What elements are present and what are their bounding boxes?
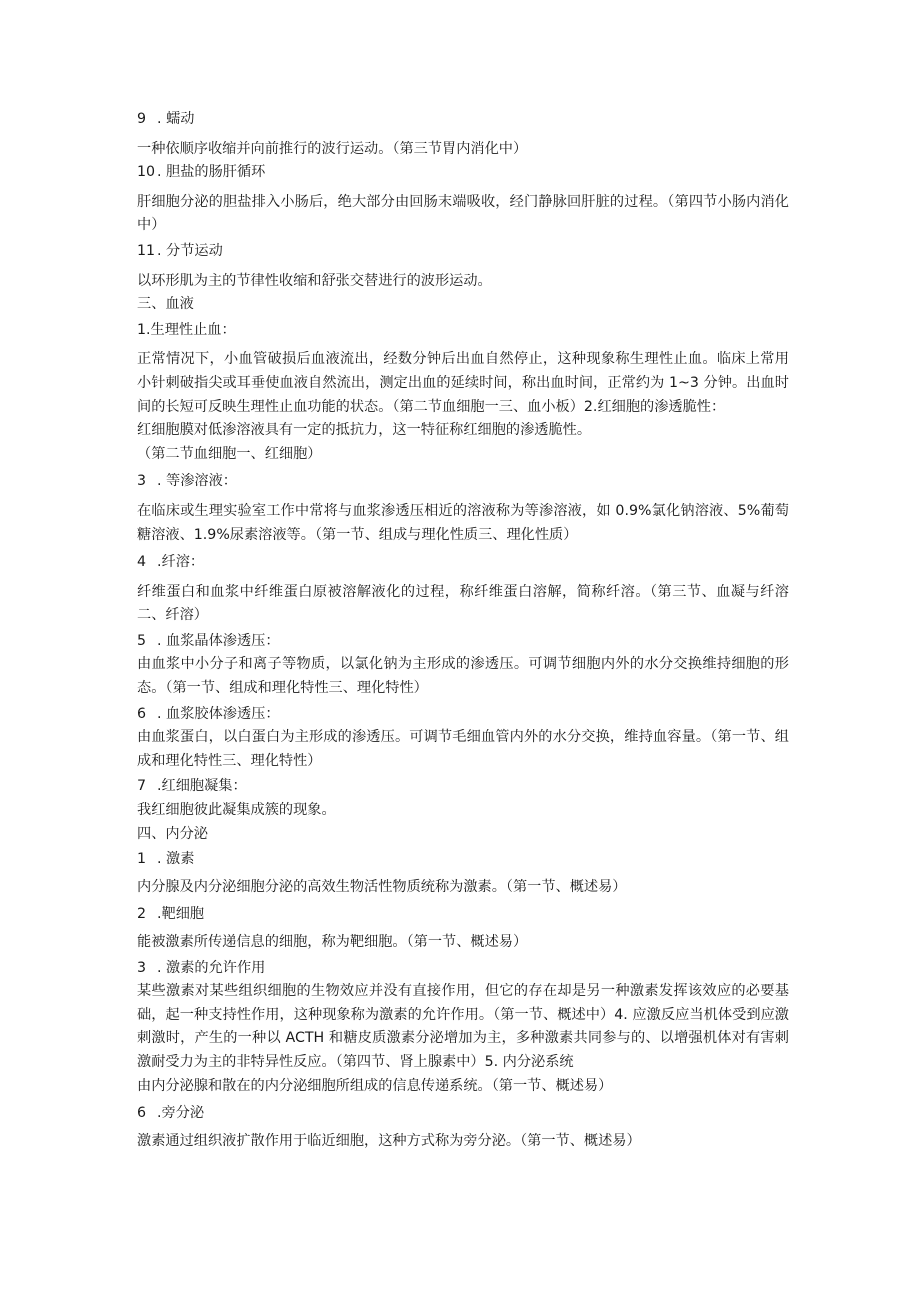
item-heading: 2 .靶细胞 [137, 906, 205, 923]
item-heading: 1 . 激素 [137, 851, 195, 868]
item-paragraph: 由血浆蛋白，以白蛋白为主形成的渗透压。可调节毛细血管内外的水分交换，维持血容量。（第一节、组成和理化特性三、理化特性） [137, 729, 789, 769]
item-paragraph: 纤维蛋白和血浆中纤维蛋白原被溶解液化的过程，称纤维蛋白溶解，简称纤溶。（第三节、血凝与纤溶二、纤溶） [137, 583, 789, 624]
item-paragraph: 内分腺及内分泌细胞分泌的高效生物活性物质统称为激素。（第一节、概述易） [137, 878, 627, 895]
item-paragraph: 正常情况下，小血管破损后血液流出，经数分钟后出血自然停止，这种现象称生理性止血。临床上常用小针刺破指尖或耳垂使血液自然流出，测定出血的延续时间，称出血时间，正常约为 1~3 分钟。出血时间的长短可反映生理性止血功能的状态。（第二节血细胞一三、血小板）2.红细胞的渗透脆性： [137, 351, 789, 415]
item-heading: 7 .红细胞凝集： [137, 778, 247, 795]
item-paragraph: 以环形肌为主的节律性收缩和舒张交替进行的波形运动。 [137, 272, 492, 289]
item-paragraph: 我红细胞彼此凝集成簇的现象。 [137, 802, 336, 819]
item-paragraph: 红细胞膜对低渗溶液具有一定的抵抗力，这一特征称红细胞的渗透脆性。 [137, 422, 592, 439]
document-body [137, 108, 789, 1153]
item-heading: 6 .旁分泌 [137, 1105, 205, 1122]
item-paragraph: 肝细胞分泌的胆盐排入小肠后，绝大部分由回肠末端吸收，经门静脉回肝脏的过程。（第四节小肠内消化中） [137, 193, 789, 234]
item-heading: 9 . 蠕动 [137, 111, 195, 127]
item-heading: 6 . 血浆胶体渗透压： [137, 705, 280, 722]
item-paragraph: 激素通过组织液扩散作用于临近细胞，这种方式称为旁分泌。（第一节、概述易） [137, 1132, 641, 1149]
item-paragraph: 由血浆中小分子和离子等物质，以氯化钠为主形成的渗透压。可调节细胞内外的水分交换维持细胞的形态。（第一节、组成和理化特性三、理化特性） [137, 656, 789, 697]
item-paragraph: 在临床或生理实验室工作中常将与血浆渗透压相近的溶液称为等渗溶液，如 0.9%氯化钠溶液、5%葡萄糖溶液、1.9%尿素溶液等。（第一节、组成与理化性质三、理化性质） [137, 502, 789, 543]
item-heading: 3 . 激素的允许作用 [137, 959, 266, 976]
item-heading: 11 . 分节运动 [137, 242, 223, 259]
item-heading: 5 . 血浆晶体渗透压： [137, 632, 280, 649]
item-paragraph: （第二节血细胞一、红细胞） [137, 445, 322, 462]
item-heading: 10 . 胆盐的肠肝循环 [137, 164, 266, 181]
section-heading: 三、血液 [137, 296, 194, 313]
item-paragraph: 某些激素对某些组织细胞的生物效应并没有直接作用，但它的存在却是另一种激素发挥该效应的必要基础，起一种支持性作用，这种现象称为激素的允许作用。（第一节、概述中）4. 应激反应当机体受到应激刺激时，产生的一种以 ACTH 和糖皮质激素分泌增加为主，多种激素共同参与的、以增强机体对有害刺激耐受力为主的非特异性反应。（第四节、肾上腺素中）5. 内分泌系统 [137, 983, 789, 1070]
item-heading: 4 .纤溶： [137, 554, 205, 571]
item-paragraph: 由内分泌腺和散在的内分泌细胞所组成的信息传递系统。（第一节、概述易） [137, 1077, 613, 1094]
item-heading: 1.生理性止血： [137, 321, 236, 338]
section-heading: 四、内分泌 [137, 825, 208, 842]
item-paragraph: 一种依顺序收缩并向前推行的波行运动。（第三节胃内消化中） [137, 140, 528, 157]
item-paragraph: 能被激素所传递信息的细胞，称为靶细胞。（第一节、概述易） [137, 934, 528, 950]
item-heading: 3 . 等渗溶液： [137, 473, 237, 490]
